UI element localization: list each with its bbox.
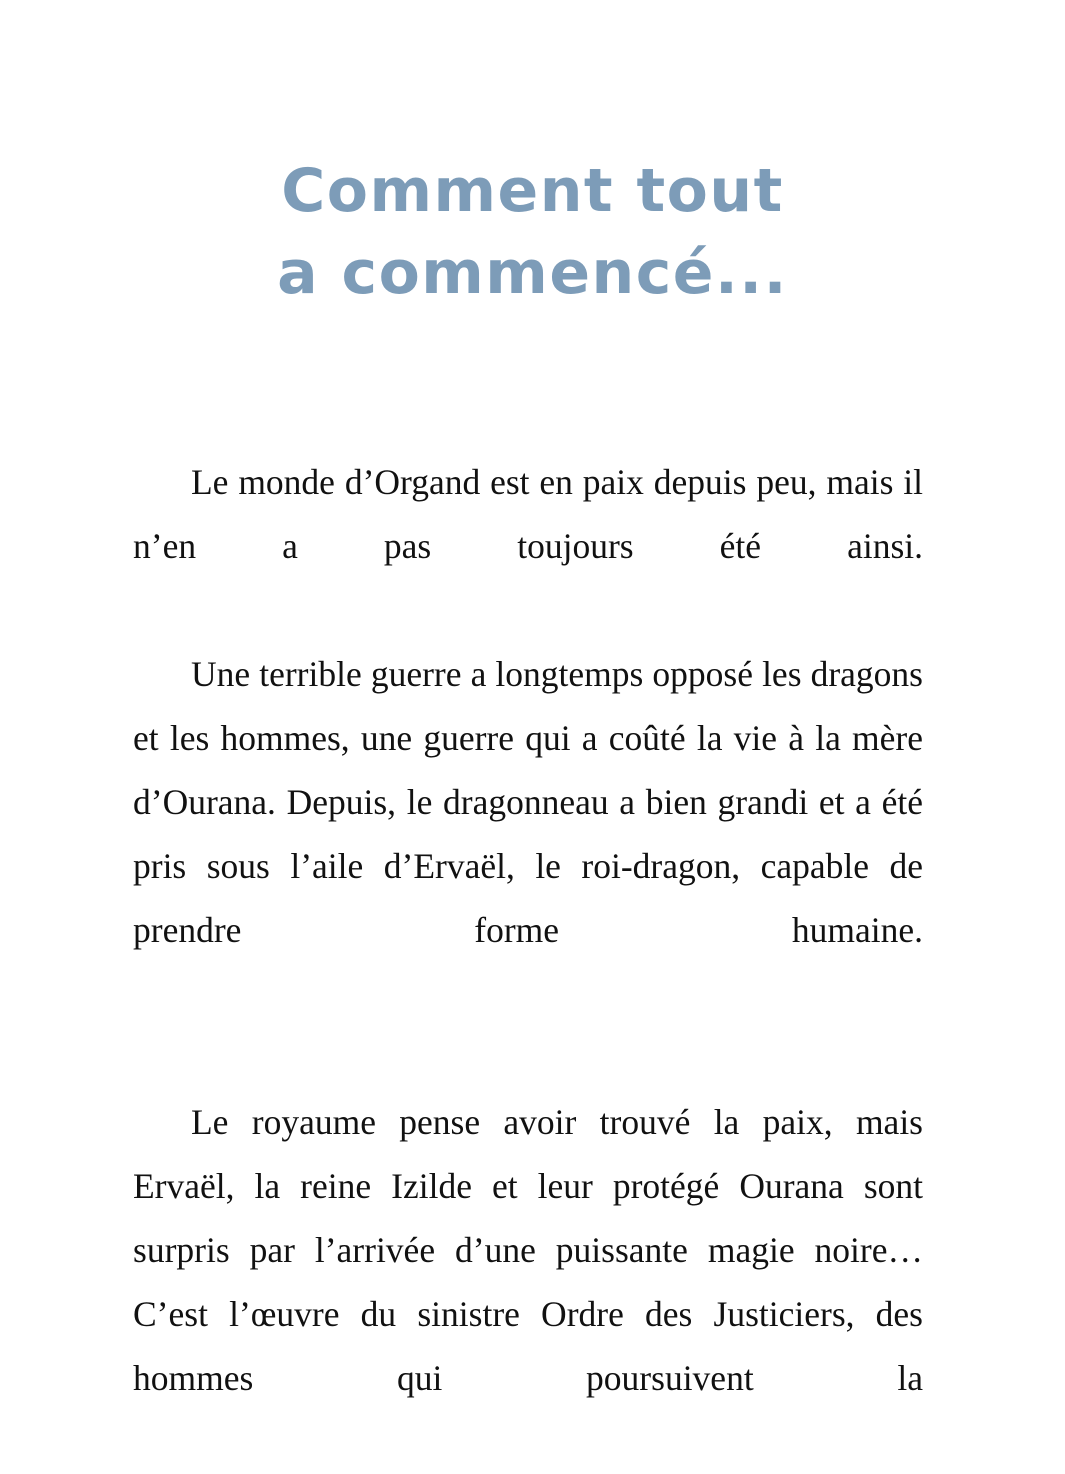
title-line-2: a commencé... xyxy=(277,238,788,308)
paragraph-spacer xyxy=(133,1026,923,1090)
page-title xyxy=(0,150,1065,314)
paragraph: Le royaume pense avoir trouvé la paix, mais Ervaël, la reine Izilde et leur protégé Ourana sont surpris par l’arrivée d’une puissante magie noire… C’est l’œuvre du sinistre Ordre des Justiciers, des hommes qui poursuivent la xyxy=(133,1102,923,1398)
title-line-1: Comment tout xyxy=(281,156,784,226)
body-text xyxy=(133,450,923,1474)
paragraph: Une terrible guerre a longtemps opposé les dragons et les hommes, une guerre qui a coûté la vie à la mère d’Ourana. Depuis, le dragonneau a bien grandi et a été pris sous l’aile d’Ervaël, le roi-dragon, capable de prendre forme humaine. xyxy=(133,654,923,950)
paragraph: Le monde d’Organd est en paix depuis peu, mais il n’en a pas toujours été ainsi. xyxy=(133,462,923,566)
